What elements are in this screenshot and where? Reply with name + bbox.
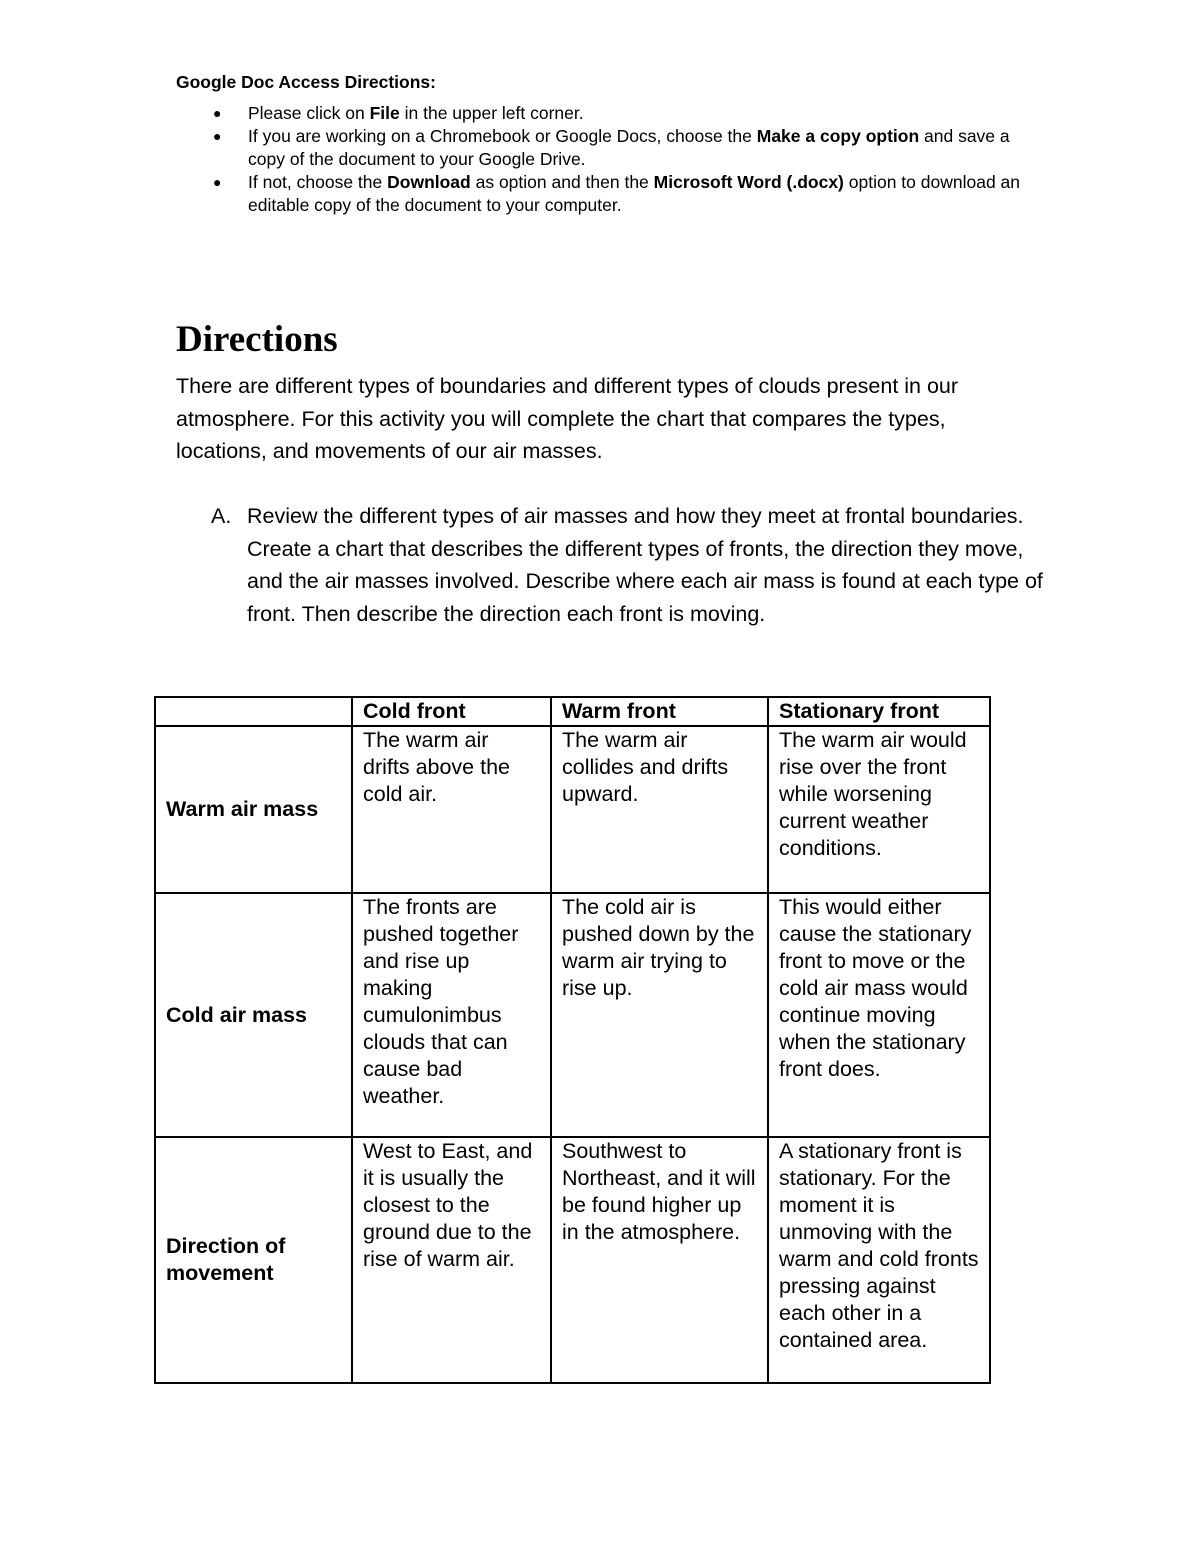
bullet-icon: ● — [213, 128, 222, 144]
bullet-icon: ● — [213, 174, 222, 190]
directions-intro: There are different types of boundaries and different types of clouds present in our atmosphere. For this activity you will complete the chart that compares the types, locations, and movements of our air masses. — [176, 374, 959, 463]
access-emphasis: Make a copy option — [756, 126, 920, 146]
access-text: option to download an editable copy of the document to your computer. — [248, 172, 1021, 215]
step-a — [176, 500, 1046, 630]
table-cell: Southwest to Northeast, and it will be found higher up in the atmosphere. — [551, 1137, 768, 1383]
access-item — [176, 171, 1036, 217]
row-header: Direction of movement — [155, 1137, 352, 1383]
step-text: Review the different types of air masses and how they meet at frontal boundaries. Create a chart that describes the different types of fronts, the direction they move, and the air masses involved. Describe where each air mass is found at each type of front. Then describe the direction each front is moving. — [247, 504, 1043, 626]
access-directions — [176, 70, 1036, 217]
access-text: If you are working on a Chromebook or Google Docs, choose the — [248, 126, 757, 146]
table-cell: The warm air collides and drifts upward. — [551, 726, 768, 893]
table-cell: The cold air is pushed down by the warm air trying to rise up. — [551, 893, 768, 1137]
directions-heading: Directions — [176, 319, 338, 360]
access-text: in the upper left corner. — [399, 103, 584, 123]
access-text: If not, choose the — [248, 172, 388, 192]
table-cell: A stationary front is stationary. For the moment it is unmoving with the warm and cold fronts pressing against each other in a contained area. — [768, 1137, 990, 1383]
table-cell: The warm air drifts above the cold air. — [352, 726, 551, 893]
table-row — [155, 893, 990, 1137]
table-cell: This would either cause the stationary front to move or the cold air mass would continue moving when the stationary front does. — [768, 893, 990, 1137]
access-item — [176, 102, 1036, 125]
access-text: and save a copy of the document to your Google Drive. — [248, 126, 1010, 169]
table-cell: The fronts are pushed together and rise up making cumulonimbus clouds that can cause bad weather. — [352, 893, 551, 1137]
row-header: Warm air mass — [155, 726, 352, 893]
column-header: Stationary front — [768, 697, 990, 726]
table-cell: The warm air would rise over the front while worsening current weather conditions. — [768, 726, 990, 893]
access-title: Google Doc Access Directions: — [176, 72, 436, 92]
column-header: Warm front — [551, 697, 768, 726]
row-header: Cold air mass — [155, 893, 352, 1137]
access-emphasis: Microsoft Word (.docx) — [653, 172, 844, 192]
table-cell: West to East, and it is usually the closest to the ground due to the rise of warm air. — [352, 1137, 551, 1383]
access-emphasis: File — [369, 103, 400, 123]
step-marker: A. — [211, 504, 232, 528]
access-text: Please click on — [248, 103, 370, 123]
bullet-icon: ● — [213, 105, 222, 121]
table-row — [155, 1137, 990, 1383]
fronts-table — [154, 696, 991, 1384]
access-text: as option and then the — [470, 172, 654, 192]
column-header: Cold front — [352, 697, 551, 726]
access-list — [176, 102, 1036, 217]
access-emphasis: Download — [387, 172, 471, 192]
table-corner-cell — [155, 697, 352, 726]
access-item — [176, 125, 1036, 171]
table-header-row — [155, 697, 990, 726]
table-row — [155, 726, 990, 893]
